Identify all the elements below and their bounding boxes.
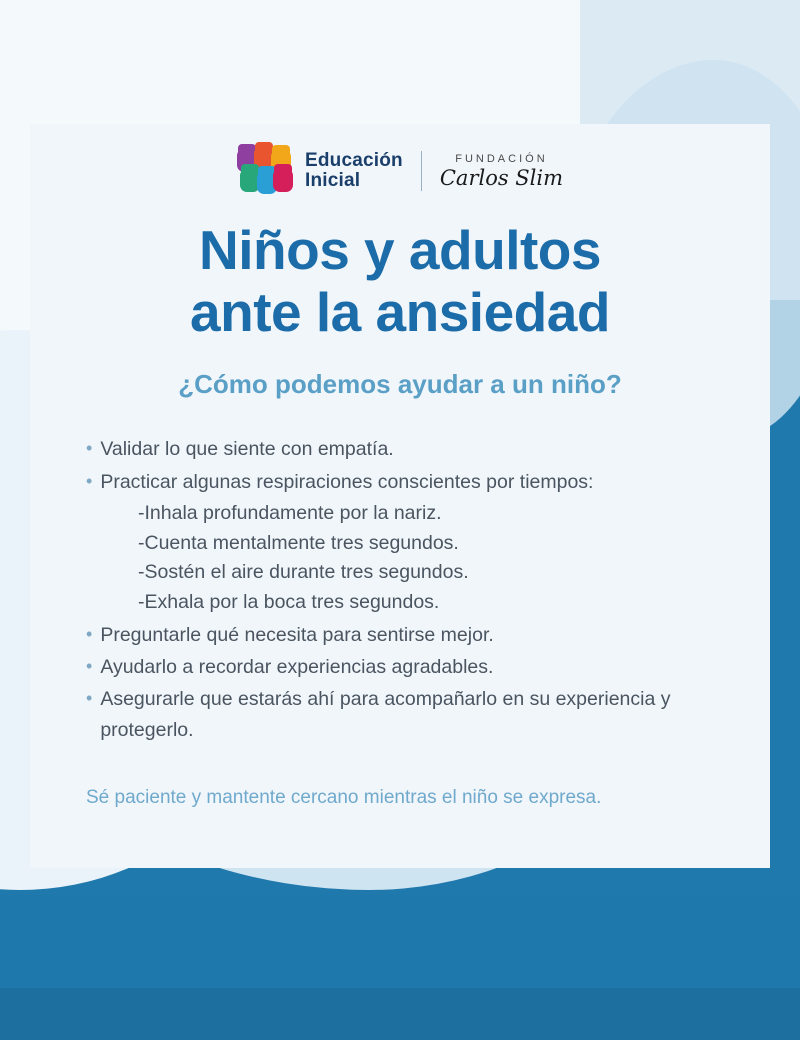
breathing-step: -Inhala profundamente por la nariz. <box>138 502 442 524</box>
breathing-step: -Cuenta mentalmente tres segundos. <box>138 531 459 554</box>
brand-line-2: Inicial <box>304 170 361 191</box>
background-bottom-strip-dark <box>0 988 800 1040</box>
content-card <box>30 124 770 868</box>
foundation-name: Carlos Slim <box>439 165 564 190</box>
breathing-step: -Exhala por la boca tres segundos. <box>138 590 440 613</box>
bullet-icon: • <box>86 655 93 676</box>
list-item-label: Asegurarle que estarás ahí para acompañarlo en su experiencia y protegerlo. <box>100 688 671 741</box>
foundation-label: FUNDACIÓN <box>455 152 548 165</box>
list-item <box>86 620 714 650</box>
breathing-steps <box>138 499 714 618</box>
bullet-icon: • <box>86 470 93 491</box>
list-item <box>86 434 714 464</box>
list-item-label: Ayudarlo a recordar experiencias agradables. <box>100 655 494 678</box>
foundation-logo <box>440 153 563 190</box>
colored-hands-icon <box>237 148 291 194</box>
list-item-label: Validar lo que siente con empatía. <box>100 438 394 461</box>
title-line-2: ante la ansiedad <box>190 280 610 343</box>
list-item <box>86 652 714 682</box>
page-subtitle: ¿Cómo podemos ayudar a un niño? <box>178 369 622 400</box>
title-line-1: Niños y adultos <box>199 219 601 281</box>
footnote-text: Sé paciente y mantente cercano mientras el niño se expresa. <box>86 787 602 809</box>
page-title <box>30 220 770 343</box>
bullet-icon: • <box>86 688 93 709</box>
logo-row <box>30 124 770 194</box>
tips-list <box>86 434 714 745</box>
bullet-icon: • <box>86 438 93 459</box>
list-item-label: Practicar algunas respiraciones conscientes por tiempos: <box>100 470 594 493</box>
breathing-step: -Sostén el aire durante tres segundos. <box>138 561 469 584</box>
logo-divider <box>421 151 422 191</box>
list-item-label: Preguntarle qué necesita para sentirse mejor. <box>100 623 494 646</box>
bullet-icon: • <box>86 623 93 644</box>
list-item <box>86 467 714 497</box>
brand-name <box>305 151 403 191</box>
brand-line-1: Educación <box>304 150 403 172</box>
list-item <box>86 684 714 745</box>
